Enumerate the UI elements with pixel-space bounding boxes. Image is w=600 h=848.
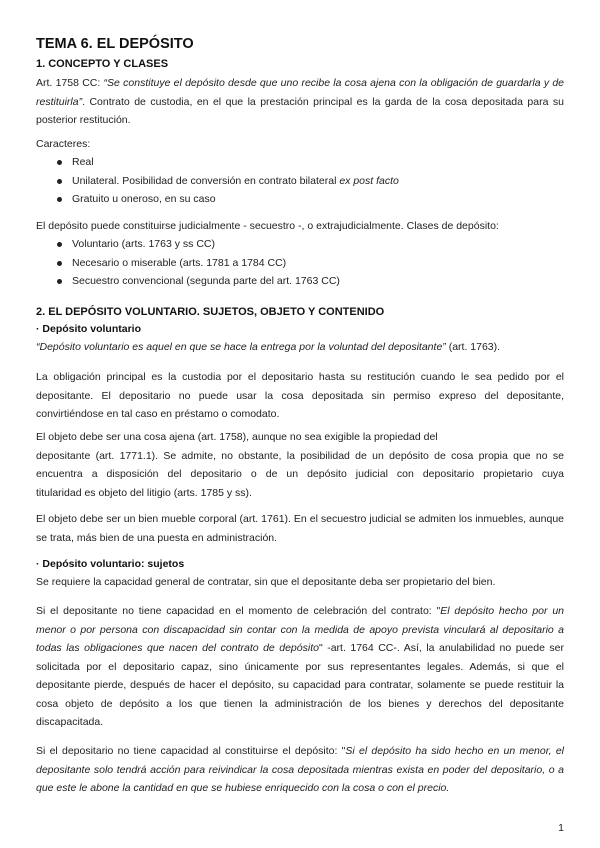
section-1-heading: 1. CONCEPTO Y CLASES [36, 58, 169, 70]
list-item: Gratuito u oneroso, en su caso [36, 190, 399, 209]
depositario-incapaz-paragraph: Si el depositario no tiene capacidad al constituirse el depósito: "Si el depósito ha sido hecho en un menor, el depositante solo tendrá acción para reivindicar la cosa depositada mientras exista en poder del depositario, o a que este le abone la cantidad en que se hubiese enriquecido con la cosa o con el precio. [36, 745, 564, 794]
list-item: Real [36, 153, 399, 172]
depositante-incapaz-paragraph: Si el depositante no tiene capacidad en el momento de celebración del contrato: "El depósito hecho por un menor o por persona con discapacidad sin contar con la medida de apoyo prevista vinculará al depositario a todas las obligaciones que nacen del contrato de depósito" -art. 1764 CC-. Así, la anulabilidad no puede ser solicitada por el depositario capaz, sino únicamente por sus representantes legales. Además, si que el depositante pierde, después de hacer el depósito, su capacidad para contratar, solamente se puede restituir la cosa objeto de depósito a los que tienen la administración de los bienes y derechos del depositante discapacitada. [36, 605, 565, 728]
clases-list [36, 235, 340, 291]
definition-ref: Art. 1758 CC: [36, 77, 104, 89]
capacidad-paragraph: Se requiere la capacidad general de contratar, sin que el depositante deba ser propietario del bien. [36, 576, 496, 588]
caracteres-list [36, 153, 399, 209]
list-item: Voluntario (arts. 1763 y ss CC) [36, 235, 340, 254]
page-number: 1 [558, 822, 564, 834]
document-title: TEMA 6. EL DEPÓSITO [36, 36, 194, 52]
clases-intro: El depósito puede constituirse judicialmente - secuestro -, o extrajudicialmente. Clases de depósito: [36, 220, 499, 232]
subheading-sujetos: · Depósito voluntario: sujetos [36, 558, 185, 570]
list-item: Secuestro convencional (segunda parte del art. 1763 CC) [36, 272, 340, 291]
definition-paragraph [36, 74, 564, 130]
objeto-paragraph: El objeto debe ser una cosa ajena (art. 1758), aunque no sea exigible la propiedad del depositante (art. 1771.1). Se admite, no obstante, la posibilidad de un depósito de cosa propia que no se encuentra a disposición del depositario o de un depósito judicial con depositario propietario cuya titularidad es objeto del litigio (arts. 1785 y ss). [36, 431, 564, 499]
voluntario-ref: (art. 1763). [445, 341, 501, 353]
definition-rest: . Contrato de custodia, en el que la prestación principal es la garda de la cosa depositada para su posterior restitución. [36, 95, 564, 126]
caracteres-label: Caracteres: [36, 138, 91, 150]
voluntario-definition [36, 338, 564, 357]
articulo-1764-quote: El depósito hecho por un menor o por persona con discapacidad sin contar con la medida de apoyo prevista vinculará al depositario a todas las obligaciones que nacen del contrato de depósito [36, 605, 565, 654]
section-2-heading: 2. EL DEPÓSITO VOLUNTARIO. SUJETOS, OBJETO Y CONTENIDO [36, 306, 385, 318]
list-item: Unilateral. Posibilidad de conversión en contrato bilateral ex post facto [36, 172, 399, 191]
bien-mueble-paragraph: El objeto debe ser un bien mueble corporal (art. 1761). En el secuestro judicial se admiten los inmuebles, aunque se trata, más bien de una puesta en administración. [36, 513, 564, 544]
list-item: Necesario o miserable (arts. 1781 a 1784 CC) [36, 254, 340, 273]
menor-quote: Si el depósito ha sido hecho en un menor, el depositante solo tendrá acción para reivindicar la cosa depositada mientras exista en poder del depositario, o a que este le abone la cantidad en que se hubiese enriquecido con la cosa o con el precio. [36, 745, 564, 794]
custodia-paragraph: La obligación principal es la custodia por el depositario hasta su restitución cuando le sea pedido por el depositante. El depositario no puede usar la cosa depositada sin permiso expreso del depositante, convirtiéndose en tal caso en préstamo o comodato. [36, 371, 564, 420]
subheading-deposito-voluntario: · Depósito voluntario [36, 323, 141, 335]
definition-quote: “Se constituye el depósito desde que uno recibe la cosa ajena con la obligación de guardarla y de restituirla” [36, 77, 564, 108]
voluntario-quote: “Depósito voluntario es aquel en que se hace la entrega por la voluntad del depositante” [36, 341, 446, 353]
